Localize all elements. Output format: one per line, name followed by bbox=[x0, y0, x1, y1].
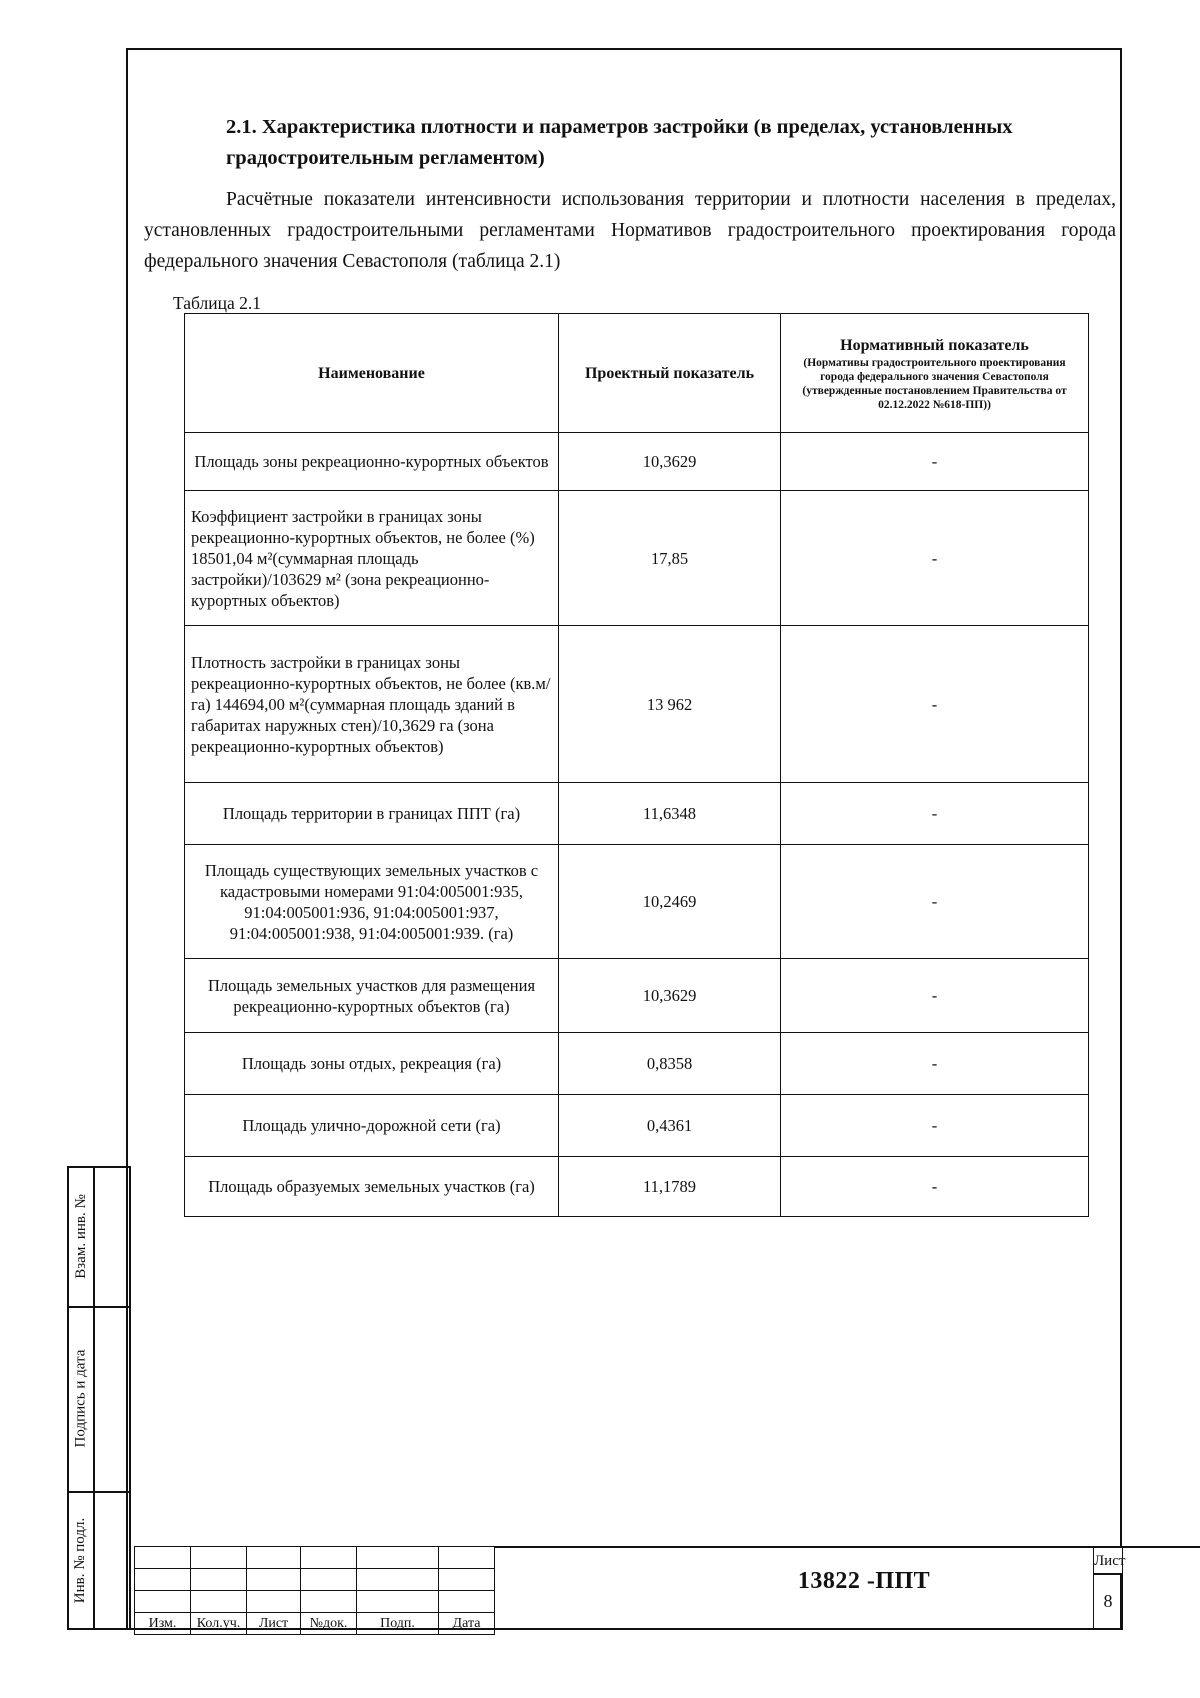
row-value: 10,2469 bbox=[559, 845, 781, 959]
sheet-number: 8 bbox=[1093, 1573, 1123, 1630]
grid-cell bbox=[191, 1569, 247, 1591]
inv-text: Инв. № подл. bbox=[72, 1517, 89, 1604]
grid-cell bbox=[301, 1569, 357, 1591]
podpis-text: Подпись и дата bbox=[72, 1349, 89, 1448]
row-name: Площадь существующих земельных участков с кадастровыми номерами 91:04:005001:935, 91:04:005001:936, 91:04:005001:937, 91:04:005001:938, 91:04:005001:939. (га) bbox=[185, 845, 559, 959]
row-value: 11,6348 bbox=[559, 783, 781, 845]
row-norm: - bbox=[781, 1033, 1089, 1095]
table-row bbox=[185, 626, 1089, 783]
row-value: 10,3629 bbox=[559, 959, 781, 1033]
table-row bbox=[185, 1095, 1089, 1157]
row-name: Площадь зоны рекреационно-курортных объектов bbox=[185, 433, 559, 491]
grid-cell bbox=[191, 1547, 247, 1569]
col-podp: Подп. bbox=[357, 1613, 439, 1635]
title-block bbox=[134, 1546, 1122, 1630]
row-name: Площадь земельных участков для размещения рекреационно-курортных объектов (га) bbox=[185, 959, 559, 1033]
grid-cell bbox=[357, 1591, 439, 1613]
row-norm: - bbox=[781, 491, 1089, 626]
header-norm-title: Нормативный показатель bbox=[840, 336, 1029, 354]
header-project: Проектный показатель bbox=[559, 314, 781, 433]
row-norm: - bbox=[781, 626, 1089, 783]
row-value: 17,85 bbox=[559, 491, 781, 626]
row-name: Площадь зоны отдых, рекреация (га) bbox=[185, 1033, 559, 1095]
table-row bbox=[185, 845, 1089, 959]
grid-cell bbox=[439, 1569, 495, 1591]
row-value: 11,1789 bbox=[559, 1157, 781, 1217]
grid-cell bbox=[357, 1547, 439, 1569]
grid-cell bbox=[439, 1547, 495, 1569]
row-norm: - bbox=[781, 845, 1089, 959]
side-stamp bbox=[67, 1166, 131, 1630]
grid-cell bbox=[247, 1547, 301, 1569]
grid-cell bbox=[301, 1591, 357, 1613]
side-stamp-value-column bbox=[93, 1166, 131, 1630]
row-name: Площадь улично-дорожной сети (га) bbox=[185, 1095, 559, 1157]
header-name: Наименование bbox=[185, 314, 559, 433]
table-row bbox=[185, 783, 1089, 845]
sheet-label: Лист bbox=[1093, 1547, 1123, 1575]
row-norm: - bbox=[781, 1095, 1089, 1157]
table-row bbox=[185, 1157, 1089, 1217]
section-heading: 2.1. Характеристика плотности и параметров застройки (в пределах, установленных градостроительным регламентом) bbox=[226, 116, 1013, 169]
header-norm-sub: (Нормативы градостроительного проектирования города федерального значения Севастополя (утвержденные постановлением Правительства от 02.12.2022 №618-ПП)) bbox=[802, 356, 1067, 411]
col-izm: Изм. bbox=[135, 1613, 191, 1635]
col-data: Дата bbox=[439, 1613, 495, 1635]
row-name: Коэффициент застройки в границах зоны рекреационно-курортных объектов, не более (%) 18501,04 м²(суммарная площадь застройки)/103629 м² (зона рекреационно-курортных объектов) bbox=[185, 491, 559, 626]
grid-cell bbox=[191, 1591, 247, 1613]
col-ndok: №док. bbox=[301, 1613, 357, 1635]
grid-cell bbox=[247, 1591, 301, 1613]
row-value: 13 962 bbox=[559, 626, 781, 783]
title-block-grid bbox=[134, 1546, 495, 1635]
indicators-table bbox=[184, 313, 1089, 1217]
row-value: 10,3629 bbox=[559, 433, 781, 491]
podpis-label bbox=[67, 1306, 95, 1491]
grid-cell bbox=[357, 1569, 439, 1591]
table-row bbox=[185, 433, 1089, 491]
table-row bbox=[185, 959, 1089, 1033]
vzam-label bbox=[67, 1166, 95, 1306]
table-row bbox=[185, 1033, 1089, 1095]
row-value: 0,4361 bbox=[559, 1095, 781, 1157]
row-name: Площадь образуемых земельных участков (га) bbox=[185, 1157, 559, 1217]
row-name: Площадь территории в границах ППТ (га) bbox=[185, 783, 559, 845]
row-name: Плотность застройки в границах зоны рекреационно-курортных объектов, не более (кв.м/га) 144694,00 м²(суммарная площадь зданий в габаритах наружных стен)/10,3629 га (зона рекреационно-курортных объектов) bbox=[185, 626, 559, 783]
inv-label bbox=[67, 1491, 95, 1630]
grid-cell bbox=[301, 1547, 357, 1569]
row-value: 0,8358 bbox=[559, 1033, 781, 1095]
grid-cell bbox=[135, 1547, 191, 1569]
row-norm: - bbox=[781, 1157, 1089, 1217]
grid-cell bbox=[439, 1591, 495, 1613]
header-norm bbox=[781, 314, 1089, 433]
grid-cell bbox=[135, 1591, 191, 1613]
col-list: Лист bbox=[247, 1613, 301, 1635]
col-kol-uch: Кол.уч. bbox=[191, 1613, 247, 1635]
intro-text: Расчётные показатели интенсивности использования территории и плотности населения в пределах, установленных градостроительными регламентами Нормативов градостроительного проектирования города федерального значения Севастополя (таблица 2.1) bbox=[144, 189, 1116, 272]
grid-cell bbox=[247, 1569, 301, 1591]
row-norm: - bbox=[781, 433, 1089, 491]
document-code: 13822 -ППТ bbox=[797, 1568, 931, 1594]
row-norm: - bbox=[781, 783, 1089, 845]
vzam-text: Взам. инв. № bbox=[72, 1193, 89, 1279]
row-norm: - bbox=[781, 959, 1089, 1033]
grid-cell bbox=[135, 1569, 191, 1591]
table-row bbox=[185, 491, 1089, 626]
table-caption: Таблица 2.1 bbox=[173, 293, 261, 313]
intro-paragraph bbox=[144, 184, 1116, 277]
table-header-row bbox=[185, 314, 1089, 433]
